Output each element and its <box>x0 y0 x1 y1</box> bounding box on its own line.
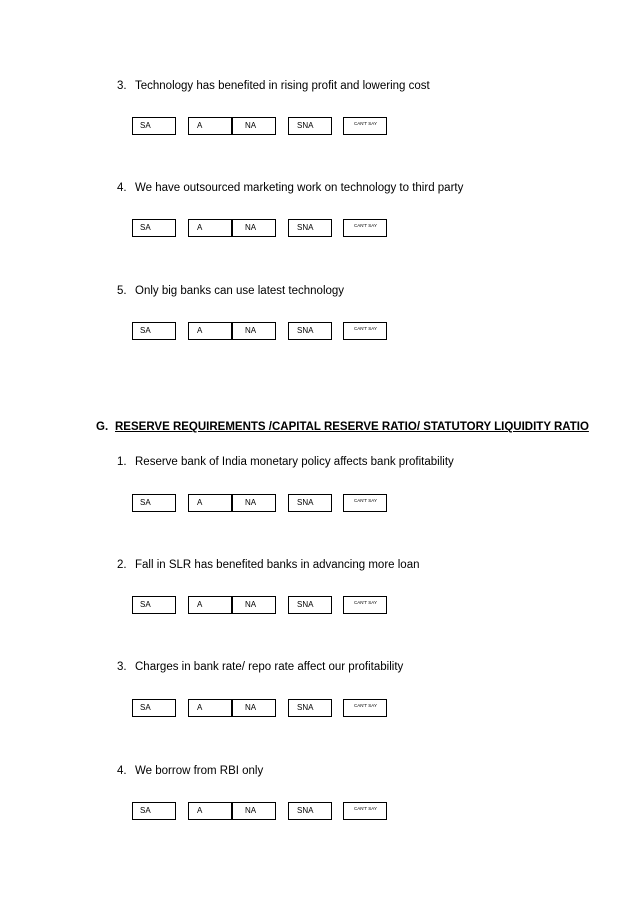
option-a[interactable]: A <box>188 699 232 717</box>
option-cant-say[interactable]: CAN'T SAY <box>343 219 387 237</box>
option-na[interactable]: NA <box>232 802 276 820</box>
question-text: Only big banks can use latest technology <box>135 285 345 297</box>
section-letter: G. <box>96 421 109 433</box>
option-sna[interactable]: SNA <box>288 219 332 237</box>
option-na[interactable]: NA <box>232 699 276 717</box>
option-sna[interactable]: SNA <box>288 494 332 512</box>
question-g-2 <box>117 558 419 572</box>
option-sna[interactable]: SNA <box>288 322 332 340</box>
question-text: Reserve bank of India monetary policy affects bank profitability <box>135 456 454 468</box>
option-na[interactable]: NA <box>232 219 276 237</box>
question-text: Charges in bank rate/ repo rate affect our profitability <box>135 661 404 673</box>
question-g-4 <box>117 764 263 778</box>
option-na[interactable]: NA <box>232 494 276 512</box>
option-sa[interactable]: SA <box>132 494 176 512</box>
question-number: 2. <box>117 559 127 571</box>
question-number: 5. <box>117 285 127 297</box>
option-sa[interactable]: SA <box>132 699 176 717</box>
option-na[interactable]: NA <box>232 322 276 340</box>
question-tech-5 <box>117 284 344 298</box>
question-text: Technology has benefited in rising profit and lowering cost <box>135 80 430 92</box>
option-a[interactable]: A <box>188 219 232 237</box>
option-sa[interactable]: SA <box>132 219 176 237</box>
option-cant-say[interactable]: CAN'T SAY <box>343 802 387 820</box>
option-a[interactable]: A <box>188 596 232 614</box>
option-cant-say[interactable]: CAN'T SAY <box>343 117 387 135</box>
option-na[interactable]: NA <box>232 596 276 614</box>
option-cant-say[interactable]: CAN'T SAY <box>343 494 387 512</box>
question-number: 1. <box>117 456 127 468</box>
option-sa[interactable]: SA <box>132 117 176 135</box>
option-sa[interactable]: SA <box>132 596 176 614</box>
option-a[interactable]: A <box>188 802 232 820</box>
question-g-1 <box>117 455 454 469</box>
option-cant-say[interactable]: CAN'T SAY <box>343 322 387 340</box>
question-number: 3. <box>117 661 127 673</box>
option-sna[interactable]: SNA <box>288 117 332 135</box>
option-sna[interactable]: SNA <box>288 699 332 717</box>
question-g-3 <box>117 660 403 674</box>
option-cant-say[interactable]: CAN'T SAY <box>343 699 387 717</box>
option-a[interactable]: A <box>188 117 232 135</box>
question-number: 4. <box>117 182 127 194</box>
question-tech-4 <box>117 181 463 195</box>
section-g-heading <box>96 420 589 434</box>
section-title: RESERVE REQUIREMENTS /CAPITAL RESERVE RATIO/ STATUTORY LIQUIDITY RATIO <box>115 421 589 433</box>
option-sa[interactable]: SA <box>132 802 176 820</box>
question-text: We borrow from RBI only <box>135 765 264 777</box>
question-text: Fall in SLR has benefited banks in advancing more loan <box>135 559 420 571</box>
option-sa[interactable]: SA <box>132 322 176 340</box>
option-sna[interactable]: SNA <box>288 802 332 820</box>
question-number: 3. <box>117 80 127 92</box>
question-number: 4. <box>117 765 127 777</box>
question-tech-3 <box>117 79 430 93</box>
option-a[interactable]: A <box>188 322 232 340</box>
question-text: We have outsourced marketing work on technology to third party <box>135 182 464 194</box>
option-na[interactable]: NA <box>232 117 276 135</box>
option-a[interactable]: A <box>188 494 232 512</box>
option-cant-say[interactable]: CAN'T SAY <box>343 596 387 614</box>
option-sna[interactable]: SNA <box>288 596 332 614</box>
